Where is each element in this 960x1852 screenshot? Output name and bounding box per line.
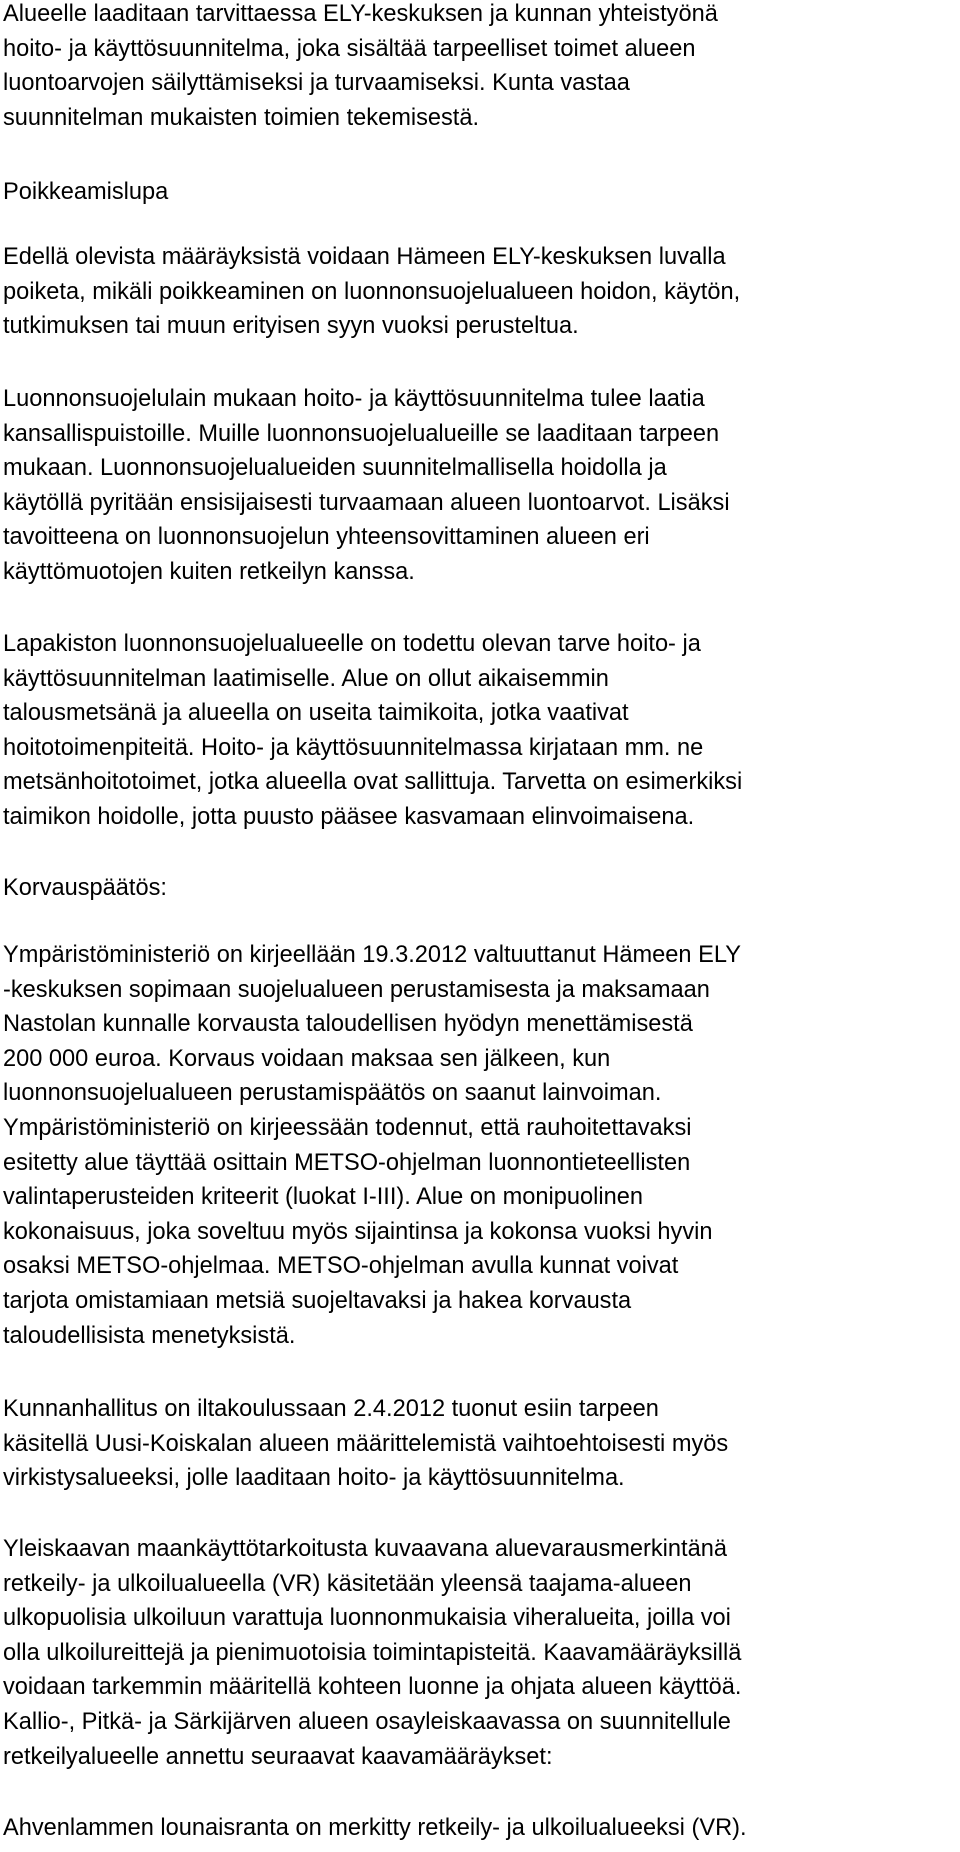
text-line: Luonnonsuojelulain mukaan hoito- ja käyttösuunnitelma tulee laatia: [3, 386, 705, 412]
text-line: mukaan. Luonnonsuojelualueiden suunnitelmallisella hoidolla ja: [3, 455, 667, 482]
text-line: Kallio-, Pitkä- ja Särkijärven alueen osayleiskaavassa on suunnitellule: [3, 1708, 731, 1735]
text-line: Nastolan kunnalle korvausta taloudellisen hyödyn menettämisestä: [3, 1011, 693, 1038]
text-line: ulkopuolisia ulkoiluun varattuja luonnonmukaisia viheralueita, joilla voi: [3, 1605, 731, 1632]
heading-poikkeamislupa: [3, 175, 958, 210]
text-line: tarjota omistamiaan metsiä suojeltavaksi ja hakea korvausta: [3, 1287, 632, 1314]
section-heading: Korvauspäätös:: [3, 875, 167, 901]
text-line: esitetty alue täyttää osittain METSO-ohjelman luonnontieteellisten: [3, 1149, 691, 1176]
text-line: virkistysalueeksi, jolle laaditaan hoito- ja käyttösuunnitelma.: [3, 1465, 625, 1492]
text-line: tutkimuksen tai muun erityisen syyn vuoksi perusteltua.: [3, 313, 579, 340]
paragraph-kunnanhallitus: [3, 1392, 958, 1496]
text-line: voidaan tarkemmin määritellä kohteen luonne ja ohjata alueen käyttöä.: [3, 1674, 742, 1701]
text-line: Lapakiston luonnonsuojelualueelle on todettu olevan tarve hoito- ja: [3, 631, 701, 657]
text-line: hoito- ja käyttösuunnitelma, joka sisältää tarpeelliset toimet alueen: [3, 35, 696, 62]
text-line: Kunnanhallitus on iltakoulussaan 2.4.2012 tuonut esiin tarpeen: [3, 1396, 659, 1422]
text-line: taimikon hoidolle, jotta puusto pääsee kasvamaan elinvoimaisena.: [3, 803, 695, 830]
text-line: kokonaisuus, joka soveltuu myös sijaintinsa ja kokonsa vuoksi hyvin: [3, 1218, 713, 1245]
text-line: Ahvenlammen lounaisranta on merkitty retkeily- ja ulkoilualueeksi (VR).: [3, 1815, 747, 1841]
paragraph-poikkeamislupa: [3, 240, 958, 344]
text-line: osaksi METSO-ohjelmaa. METSO-ohjelman avulla kunnat voivat: [3, 1253, 679, 1280]
paragraph-intro: [3, 0, 958, 135]
text-line: hoitotoimenpiteitä. Hoito- ja käyttösuunnitelmassa kirjataan mm. ne: [3, 734, 704, 761]
paragraph-luonnonsuojelulain: [3, 382, 958, 590]
text-line: käsitellä Uusi-Koiskalan alueen määrittelemistä vaihtoehtoisesti myös: [3, 1430, 729, 1457]
text-line: valintaperusteiden kriteerit (luokat I-III). Alue on monipuolinen: [3, 1184, 644, 1211]
text-line: retkeily- ja ulkoilualueella (VR) käsitetään yleensä taajama-alueen: [3, 1570, 692, 1597]
text-line: Ympäristöministeriö on kirjeessään todennut, että rauhoitettavaksi: [3, 1114, 692, 1141]
text-line: käytöllä pyritään ensisijaisesti turvaamaan alueen luontoarvot. Lisäksi: [3, 489, 730, 516]
text-line: 200 000 euroa. Korvaus voidaan maksaa sen jälkeen, kun: [3, 1045, 611, 1072]
text-line: suunnitelman mukaisten toimien tekemisestä.: [3, 104, 480, 131]
heading-korvauspaatos: [3, 871, 958, 906]
text-line: luonnonsuojelualueen perustamispäätös on saanut lainvoiman.: [3, 1080, 662, 1107]
text-line: tavoitteena on luonnonsuojelun yhteensovittaminen alueen eri: [3, 524, 650, 551]
text-line: luontoarvojen säilyttämiseksi ja turvaamiseksi. Kunta vastaa: [3, 70, 630, 97]
paragraph-yleiskaavan: [3, 1532, 958, 1774]
text-line: Ympäristöministeriö on kirjeellään 19.3.2012 valtuuttanut Hämeen ELY: [3, 942, 741, 968]
text-line: metsänhoitotoimet, jotka alueella ovat sallittuja. Tarvetta on esimerkiksi: [3, 769, 743, 796]
text-line: käyttösuunnitelman laatimiselle. Alue on ollut aikaisemmin: [3, 665, 609, 692]
text-line: Alueelle laaditaan tarvittaessa ELY-keskuksen ja kunnan yhteistyönä: [3, 1, 718, 27]
paragraph-lapakiston: [3, 627, 958, 835]
paragraph-ymparistoministerio: [3, 938, 958, 1353]
text-line: kansallispuistoille. Muille luonnonsuojelualueille se laaditaan tarpeen: [3, 420, 720, 447]
text-line: Edellä olevista määräyksistä voidaan Hämeen ELY-keskuksen luvalla: [3, 244, 726, 270]
text-line: retkeilyalueelle annettu seuraavat kaavamääräykset:: [3, 1743, 553, 1770]
section-heading: Poikkeamislupa: [3, 179, 169, 205]
text-line: -keskuksen sopimaan suojelualueen perustamisesta ja maksamaan: [3, 976, 710, 1003]
text-line: Yleiskaavan maankäyttötarkoitusta kuvaavana aluevarausmerkintänä: [3, 1536, 727, 1562]
text-line: käyttömuotojen kuiten retkeilyn kanssa.: [3, 558, 415, 585]
text-line: olla ulkoilureittejä ja pienimuotoisia toimintapisteitä. Kaavamääräyksillä: [3, 1639, 742, 1666]
text-line: talousmetsänä ja alueella on useita taimikoita, jotka vaativat: [3, 700, 629, 727]
text-line: taloudellisista menetyksistä.: [3, 1322, 296, 1349]
text-line: poiketa, mikäli poikkeaminen on luonnonsuojelualueen hoidon, käytön,: [3, 278, 741, 305]
paragraph-ahvenlammen: [3, 1811, 958, 1846]
